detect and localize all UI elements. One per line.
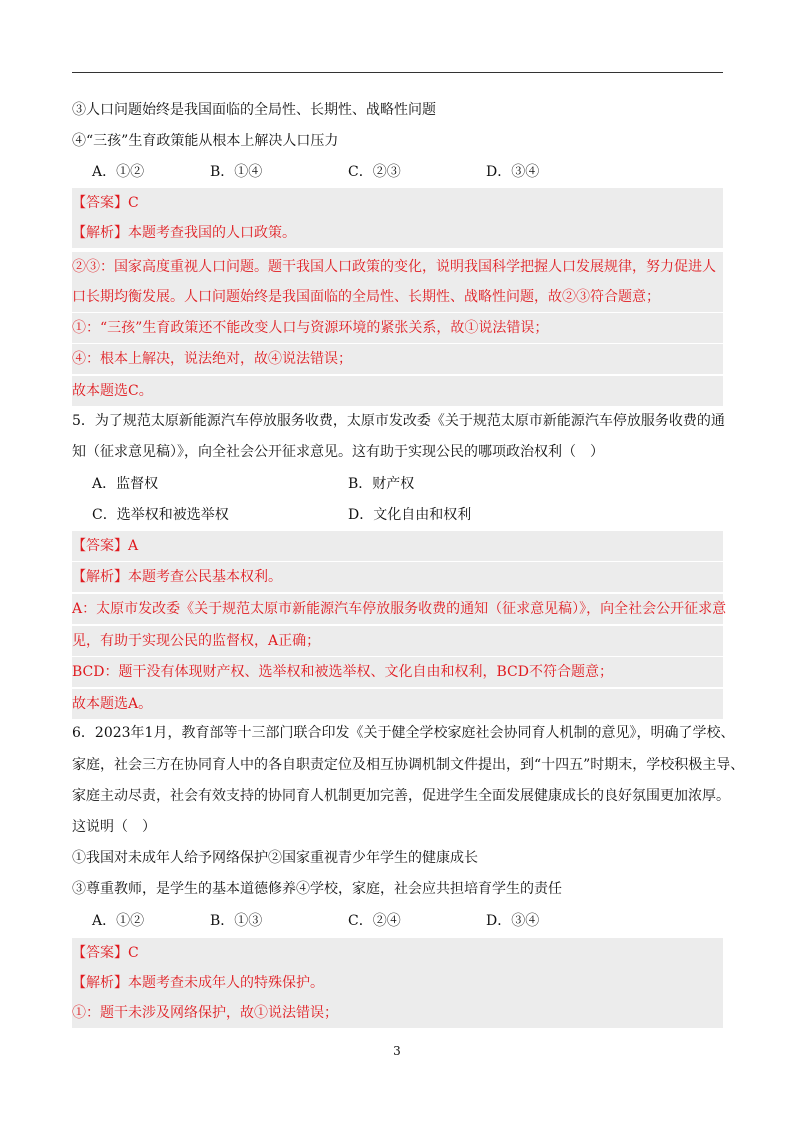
q4-analysis-title [72, 218, 723, 248]
q5-stem-line: 5．为了规范太原新能源汽车停放服务收费，太原市发改委《关于规范太原市新能源汽车停放服务收费的通 [72, 413, 725, 429]
q5-options-row-2 [72, 500, 723, 530]
header-rule [72, 72, 723, 73]
q6-statement-line: ①我国对未成年人给予网络保护②国家重视青少年学生的健康成长 [72, 850, 478, 866]
q4-analysis-line: ②③：国家高度重视人口问题。题干我国人口政策的变化，说明我国科学把握人口发展规律，努力促进人 [72, 252, 723, 282]
q6-answer: 【答案】C [72, 938, 723, 968]
q4-analysis-title-text [72, 225, 296, 241]
q4-option-c: C．②③ [348, 164, 401, 180]
q5-analysis-line: 见，有助于实现公民的监督权，A正确； [72, 626, 723, 656]
q6-options [72, 906, 723, 936]
q6-option-b: B．①③ [210, 913, 263, 929]
q6-analysis-line: ①：题干未涉及网络保护，故①说法错误； [72, 998, 723, 1028]
q5-options-row-1 [72, 469, 723, 499]
q6-analysis-title-text [72, 975, 324, 991]
q6-stem-line: 家庭主动尽责，社会有效支持的协同育人机制更加完善，促进学生全面发展健康成长的良好氛围更加浓厚。 [72, 788, 730, 804]
q6-option-a: A．①② [92, 913, 145, 929]
page-number: 3 [393, 1044, 401, 1058]
analysis-topic: 本题考查我国的人口政策。 [128, 225, 296, 241]
q5-option-a: A．监督权 [92, 476, 159, 492]
q4-answer: 【答案】C [72, 188, 723, 218]
q4-option-b: B．①④ [210, 164, 263, 180]
q5-analysis-line: A：太原市发改委《关于规范太原市新能源汽车停放服务收费的通知（征求意见稿）》，向全社会公开征求意 [72, 594, 723, 624]
q5-analysis-title [72, 562, 723, 592]
q4-option-a: A．①② [92, 164, 145, 180]
q4-options [72, 157, 723, 187]
analysis-topic: 本题考查公民基本权利。 [128, 569, 282, 585]
q4-analysis-line: 故本题选C。 [72, 376, 723, 406]
q5-option-c: C．选举权和被选举权 [92, 507, 229, 523]
q5-analysis-title-text [72, 569, 282, 585]
q6-option-d: D．③④ [486, 913, 540, 929]
q5-answer: 【答案】A [72, 531, 723, 561]
q6-stem-line: 家庭，社会三方在协同育人中的各自职责定位及相互协调机制文件提出，到“十四五”时期末，学校积极主导、 [72, 757, 745, 773]
q6-stem-line: 6．2023年1月，教育部等十三部门联合印发《关于健全学校家庭社会协同育人机制的意见》，明确了学校、 [72, 725, 735, 741]
q6-statement-line: ③尊重教师，是学生的基本道德修养④学校，家庭，社会应共担培育学生的责任 [72, 881, 562, 897]
analysis-tag: 【解析】 [72, 225, 128, 241]
analysis-tag: 【解析】 [72, 975, 128, 991]
q6-option-c: C．②④ [348, 913, 401, 929]
q4-analysis-line: ④：根本上解决，说法绝对，故④说法错误； [72, 344, 723, 374]
q5-stem-line: 知（征求意见稿）》，向全社会公开征求意见。这有助于实现公民的哪项政治权利（ ） [72, 444, 604, 460]
q5-analysis-line: BCD：题干没有体现财产权、选举权和被选举权、文化自由和权利，BCD不符合题意； [72, 657, 723, 687]
q4-analysis-line: 口长期均衡发展。人口问题始终是我国面临的全局性、长期性、战略性问题，故②③符合题意； [72, 282, 723, 312]
q5-option-b: B．财产权 [348, 476, 415, 492]
q5-analysis-line: 故本题选A。 [72, 689, 723, 719]
q4-statement-4: ④“三孩”生育政策能从根本上解决人口压力 [72, 133, 339, 149]
analysis-tag: 【解析】 [72, 569, 128, 585]
q4-analysis-line: ①：“三孩”生育政策还不能改变人口与资源环境的紧张关系，故①说法错误； [72, 313, 723, 343]
q6-analysis-title [72, 968, 723, 998]
q5-option-d: D．文化自由和权利 [348, 507, 472, 523]
q6-stem-line: 这说明（ ） [72, 819, 156, 835]
q4-option-d: D．③④ [486, 164, 540, 180]
analysis-topic: 本题考查未成年人的特殊保护。 [128, 975, 324, 991]
q4-statement-3: ③人口问题始终是我国面临的全局性、长期性、战略性问题 [72, 102, 436, 118]
